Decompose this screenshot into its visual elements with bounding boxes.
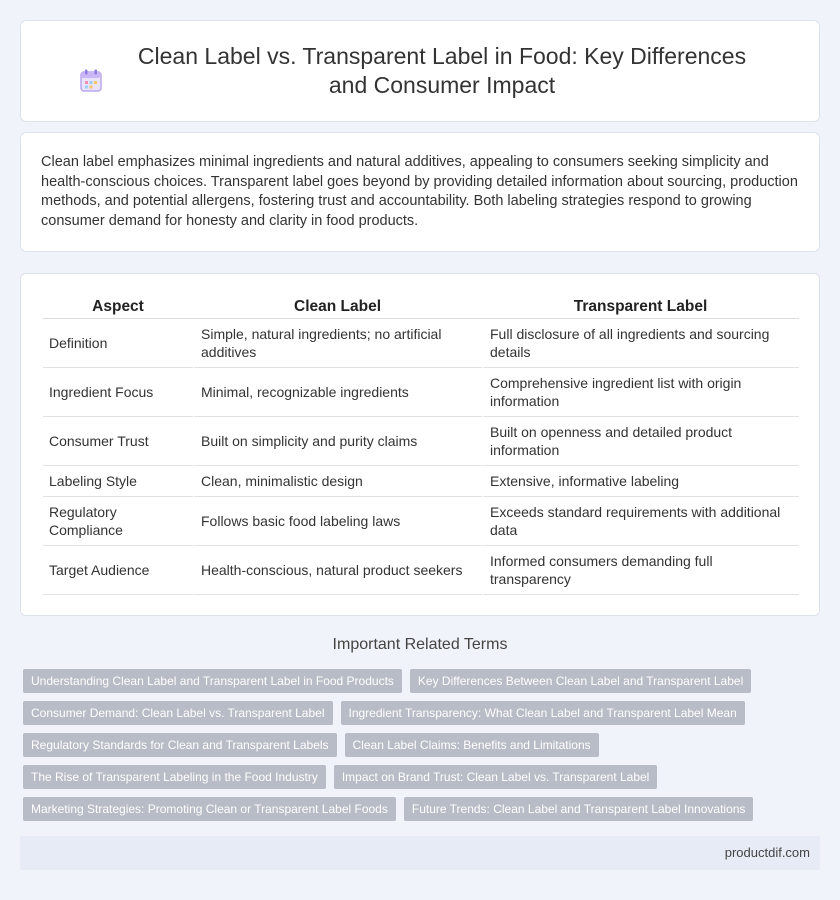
table-row xyxy=(43,497,799,546)
column-header-transparent-label: Transparent Label xyxy=(482,296,799,319)
table-cell: Follows basic food labeling laws xyxy=(193,497,482,546)
intro-card xyxy=(20,132,820,252)
table-cell: Health-conscious, natural product seekers xyxy=(193,546,482,595)
related-term-tag[interactable]: Consumer Demand: Clean Label vs. Transparent Label xyxy=(23,701,333,725)
table-row xyxy=(43,417,799,466)
related-terms-list xyxy=(23,669,813,829)
column-header-aspect: Aspect xyxy=(43,296,193,319)
table-cell: Built on simplicity and purity claims xyxy=(193,417,482,466)
table-cell: Definition xyxy=(43,319,193,368)
comparison-table-card xyxy=(20,273,820,616)
table-cell: Built on openness and detailed product information xyxy=(482,417,799,466)
table-cell: Consumer Trust xyxy=(43,417,193,466)
table-cell: Extensive, informative labeling xyxy=(482,466,799,497)
table-cell: Ingredient Focus xyxy=(43,368,193,417)
table-cell: Simple, natural ingredients; no artificial additives xyxy=(193,319,482,368)
related-terms-title: Important Related Terms xyxy=(332,636,508,653)
related-term-tag[interactable]: Marketing Strategies: Promoting Clean or Transparent Label Foods xyxy=(23,797,396,821)
table-cell: Exceeds standard requirements with additional data xyxy=(482,497,799,546)
table-row xyxy=(43,466,799,497)
footer xyxy=(20,836,820,870)
footer-site-link[interactable]: productdif.com xyxy=(724,845,810,860)
table-header-row xyxy=(43,296,799,319)
related-term-tag[interactable]: Key Differences Between Clean Label and Transparent Label xyxy=(410,669,751,693)
comparison-table xyxy=(43,296,799,595)
table-row xyxy=(43,368,799,417)
table-row xyxy=(43,546,799,595)
related-term-tag[interactable]: Future Trends: Clean Label and Transparent Label Innovations xyxy=(404,797,754,821)
intro-text: Clean label emphasizes minimal ingredients and natural additives, appealing to consumers seeking simplicity and health-conscious choices. Transparent label goes beyond by providing detailed information about sourcing, production methods, and potential allergens, fostering trust and accountability. Both labeling strategies respond to growing consumer demand for honesty and clarity in food products. xyxy=(41,154,798,229)
table-cell: Clean, minimalistic design xyxy=(193,466,482,497)
related-term-tag[interactable]: Understanding Clean Label and Transparent Label in Food Products xyxy=(23,669,402,693)
table-cell: Labeling Style xyxy=(43,466,193,497)
header-card xyxy=(20,20,820,122)
related-term-tag[interactable]: The Rise of Transparent Labeling in the Food Industry xyxy=(23,765,326,789)
related-term-tag[interactable]: Impact on Brand Trust: Clean Label vs. Transparent Label xyxy=(334,765,658,789)
table-cell: Regulatory Compliance xyxy=(43,497,193,546)
related-term-tag[interactable]: Clean Label Claims: Benefits and Limitations xyxy=(345,733,599,757)
table-cell: Comprehensive ingredient list with origin information xyxy=(482,368,799,417)
column-header-clean-label: Clean Label xyxy=(193,296,482,319)
table-cell: Full disclosure of all ingredients and sourcing details xyxy=(482,319,799,368)
calendar-icon xyxy=(78,68,104,94)
page-title: Clean Label vs. Transparent Label in Food: Key Differences and Consumer Impact xyxy=(137,43,747,98)
table-row xyxy=(43,319,799,368)
table-cell: Minimal, recognizable ingredients xyxy=(193,368,482,417)
table-cell: Target Audience xyxy=(43,546,193,595)
related-term-tag[interactable]: Ingredient Transparency: What Clean Label and Transparent Label Mean xyxy=(341,701,745,725)
table-cell: Informed consumers demanding full transparency xyxy=(482,546,799,595)
related-term-tag[interactable]: Regulatory Standards for Clean and Transparent Labels xyxy=(23,733,337,757)
